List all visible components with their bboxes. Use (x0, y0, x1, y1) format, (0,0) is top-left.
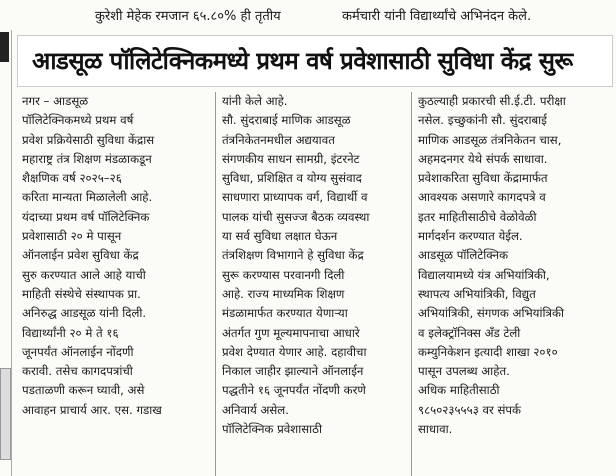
previous-article-snippet (0, 0, 616, 34)
article-column-2 (222, 92, 404, 439)
column-divider (411, 92, 412, 476)
column-2-paragraph: सौ. सुंदराबाई माणिक आडसूळ तंत्रनिकेतनमधील अद्ययावत संगणकीय साधन सामग्री, इंटरनेट सुविधा, प्रशिक्षित व योग्य सुसंवाद साधणारा प्राध्यापक वर्ग, विद्यार्थी व पालक यांची सुसज्ज बैठक व्यवस्था या सर्व सुविधा लक्षात घेऊन तंत्रशिक्षण विभागाने हे सुविधा केंद्र सुरू करण्यास परवानगी दिली आहे. राज्य माध्यमिक शिक्षण मंडळामार्फत करण्यात येणाऱ्या अंतर्गत गुण मूल्यमापनाचा आधारे प्रवेश देण्यात येणार आहे. दहावीचा निकाल जाहीर झाल्याने ऑनलाईन पद्धतीने १६ जूनपर्यंत नोंदणी करणे अनिवार्य असेल. (222, 113, 370, 417)
article-column-1 (22, 92, 204, 420)
adjacent-column-edge (0, 30, 12, 476)
headline-banner (17, 35, 613, 87)
adjacent-column-dark-block (0, 32, 9, 62)
column-1-paragraph: नगर – आडसूळ पॉलिटेक्निकमध्ये प्रथम वर्ष प्रवेश प्रक्रियेसाठी सुविधा केंद्रास महाराष्ट्र तंत्र शिक्षण मंडळाकडून शैक्षणिक वर्ष २०२५–२६ करिता मान्यता मिळालेली आहे. यंदाच्या प्रथम वर्ष पॉलिटेक्निक प्रवेशासाठी २० मे पासून ऑनलाईन प्रवेश सुविधा केंद्र सुरु करण्यात आले आहे याची माहिती संस्थेचे संस्थापक प्रा. अनिरुद्ध आडसूळ यांनी दिली. (22, 94, 155, 321)
adjacent-column-light-block (0, 368, 11, 460)
column-3-paragraph: कुठल्याही प्रकारची सी.ई.टी. परीक्षा नसेल. इच्छुकांनी सौ. सुंदराबाई माणिक आडसूळ तंत्रनिकेतन चास, अहमदनगर येथे संपर्क साधावा. प्रवेशाकरिता सुविधा केंद्रामार्फत आवश्यक असणारे कागदपत्रे व इतर माहितीसाठीचे वेळोवेळी मार्गदर्शन करण्यात येईल. (418, 94, 566, 244)
column-divider (215, 92, 216, 476)
article-headline: आडसूळ पॉलिटेक्निकमध्ये प्रथम वर्ष प्रवेशासाठी सुविधा केंद्र सुरू (32, 47, 573, 75)
article-body (22, 92, 612, 476)
column-2-paragraph: यांनी केले आहे. (222, 94, 288, 108)
previous-article-text-left: कुरेशी मेहेक रमजान ६५.८०% ही तृतीय (95, 9, 281, 24)
column-3-paragraph: अधिक माहितीसाठी ९८५०२३५५५३ वर संपर्क साधावा. (418, 383, 521, 437)
column-1-paragraph: विद्यार्थ्यांनी २० मे ते १६ जूनपर्यंत ऑनलाईन नोंदणी करावी. तसेच कागदपत्रांची पडताळणी करून घ्यावी, असे आवाहन प्राचार्य आर. एस. गडाख (22, 325, 162, 417)
column-3-paragraph: आडसूळ पॉलिटेक्निक विद्यालयामध्ये यंत्र अभियांत्रिकी, स्थापत्य अभियांत्रिकी, विद्युत अभियांत्रिकी, संगणक अभियांत्रिकी व इलेक्ट्रॉनिक्स अँड टेली कम्युनिकेशन इत्यादी शाखा २०१० पासून उपलब्ध आहेत. (418, 248, 564, 379)
previous-article-text-right: कर्मचारी यांनी विद्यार्थ्यांचे अभिनंदन केले. (342, 9, 532, 24)
column-2-paragraph: पॉलिटेक्निक प्रवेशासाठी (222, 422, 322, 437)
article-column-3 (418, 92, 600, 439)
